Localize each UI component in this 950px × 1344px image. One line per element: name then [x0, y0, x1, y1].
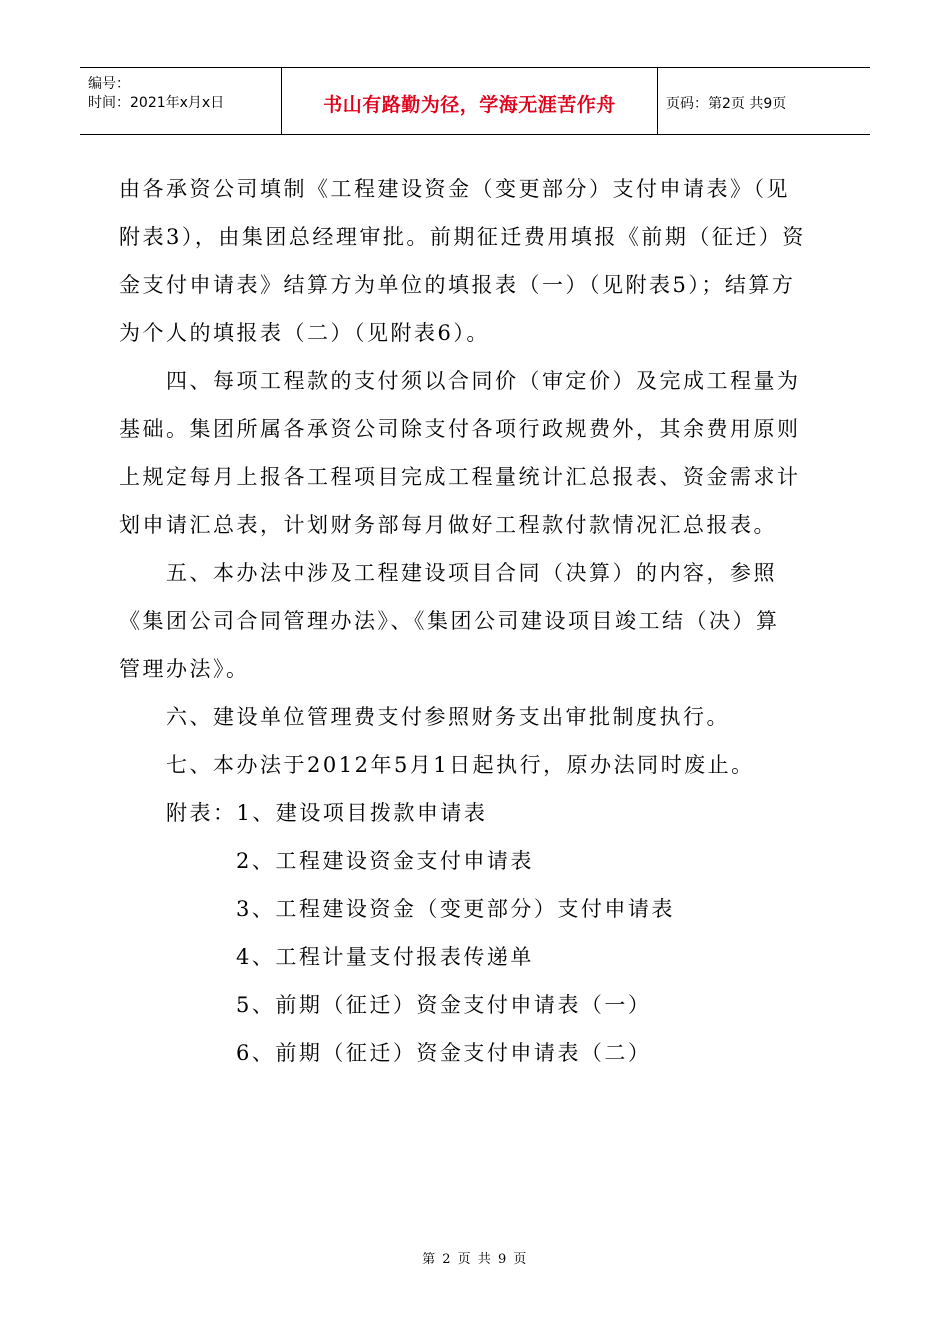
body-line: 附表3），由集团总经理审批。前期征迁费用填报《前期（征迁）资 [119, 225, 806, 249]
body-line-section-four: 四、每项工程款的支付须以合同价（审定价）及完成工程量为 [166, 369, 801, 393]
header-meta [80, 68, 282, 134]
body-line: 基础。集团所属各承资公司除支付各项行政规费外，其余费用原则 [119, 417, 801, 441]
document-body [119, 165, 839, 1077]
attachment-item: 6、前期（征迁）资金支付申请表（二） [236, 1041, 652, 1065]
document-number-label: 编号： [88, 76, 130, 92]
attachment-item: 3、工程建设资金（变更部分）支付申请表 [236, 897, 675, 921]
body-line: 《集团公司合同管理办法》、《集团公司建设项目竣工结（决）算 [119, 609, 780, 633]
body-line-section-six: 六、建设单位管理费支付参照财务支出审批制度执行。 [166, 705, 730, 729]
document-time-label: 时间：2021年x月x日 [88, 95, 225, 111]
attachment-list-heading: 附表：1、建设项目拨款申请表 [166, 801, 488, 825]
body-line: 管理办法》。 [119, 657, 250, 681]
body-line: 金支付申请表》结算方为单位的填报表（一）（见附表5）；结算方 [119, 273, 796, 297]
header-page-info: 页码：第2页 共9页 [666, 96, 787, 112]
header-motto: 书山有路勤为径，学海无涯苦作舟 [282, 68, 658, 134]
page-header [80, 67, 870, 135]
body-line-section-five: 五、本办法中涉及工程建设项目合同（决算）的内容，参照 [166, 561, 777, 585]
page-footer: 第 2 页 共 9 页 [422, 1252, 528, 1267]
body-line: 划申请汇总表，计划财务部每月做好工程款付款情况汇总报表。 [119, 513, 777, 537]
body-line-section-seven: 七、本办法于2012年5月1日起执行，原办法同时废止。 [166, 753, 755, 777]
body-line: 由各承资公司填制《工程建设资金（变更部分）支付申请表》（见 [119, 177, 790, 201]
body-line: 上规定每月上报各工程项目完成工程量统计汇总报表、资金需求计 [119, 465, 801, 489]
attachment-item: 5、前期（征迁）资金支付申请表（一） [236, 993, 652, 1017]
attachment-item: 2、工程建设资金支付申请表 [236, 849, 534, 873]
attachment-item: 4、工程计量支付报表传递单 [236, 945, 534, 969]
body-line: 为个人的填报表（二）（见附表6）。 [119, 321, 490, 345]
